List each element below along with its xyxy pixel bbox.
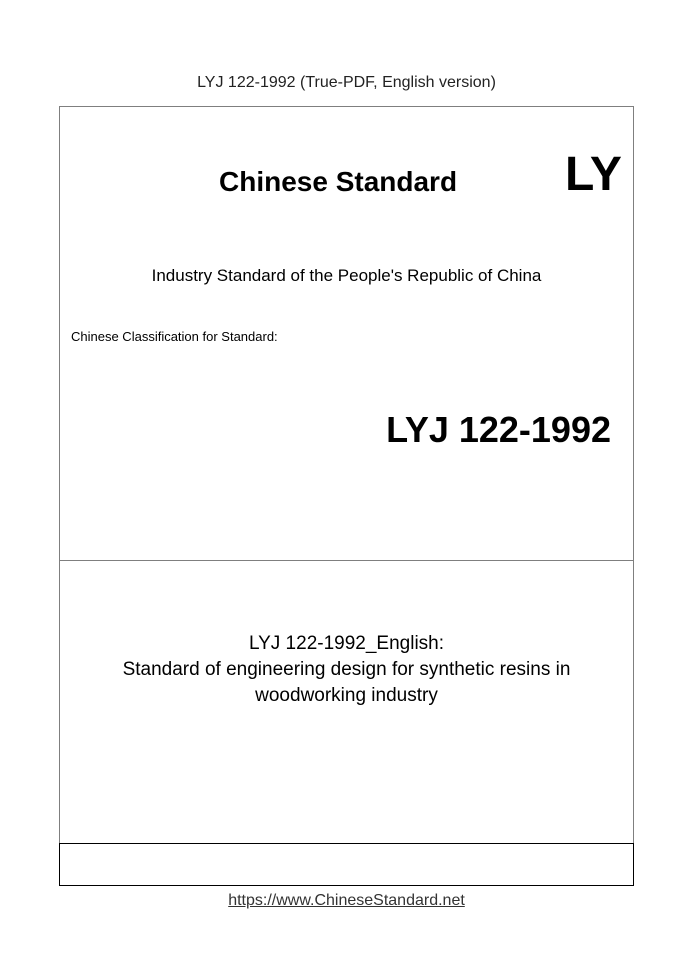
cover-title: Chinese Standard	[219, 166, 458, 197]
description-line-2: Standard of engineering design for synthetic resins in	[122, 659, 571, 680]
description-line-1: LYJ 122-1992_English:	[248, 633, 445, 654]
description-line-3: woodworking industry	[255, 685, 438, 706]
footer	[0, 891, 693, 911]
section-divider	[60, 560, 633, 561]
cover-frame	[59, 106, 634, 886]
classification-label: Chinese Classification for Standard:	[71, 329, 278, 344]
standard-number: LYJ 122-1992	[386, 409, 611, 450]
industry-line: Industry Standard of the People's Republic of China	[151, 266, 542, 285]
category-code: LY	[565, 148, 622, 201]
website-link[interactable]: https://www.ChineseStandard.net	[228, 892, 465, 909]
bottom-box	[59, 843, 634, 886]
page-header: LYJ 122-1992 (True-PDF, English version)	[197, 74, 496, 91]
description-block	[60, 631, 633, 709]
